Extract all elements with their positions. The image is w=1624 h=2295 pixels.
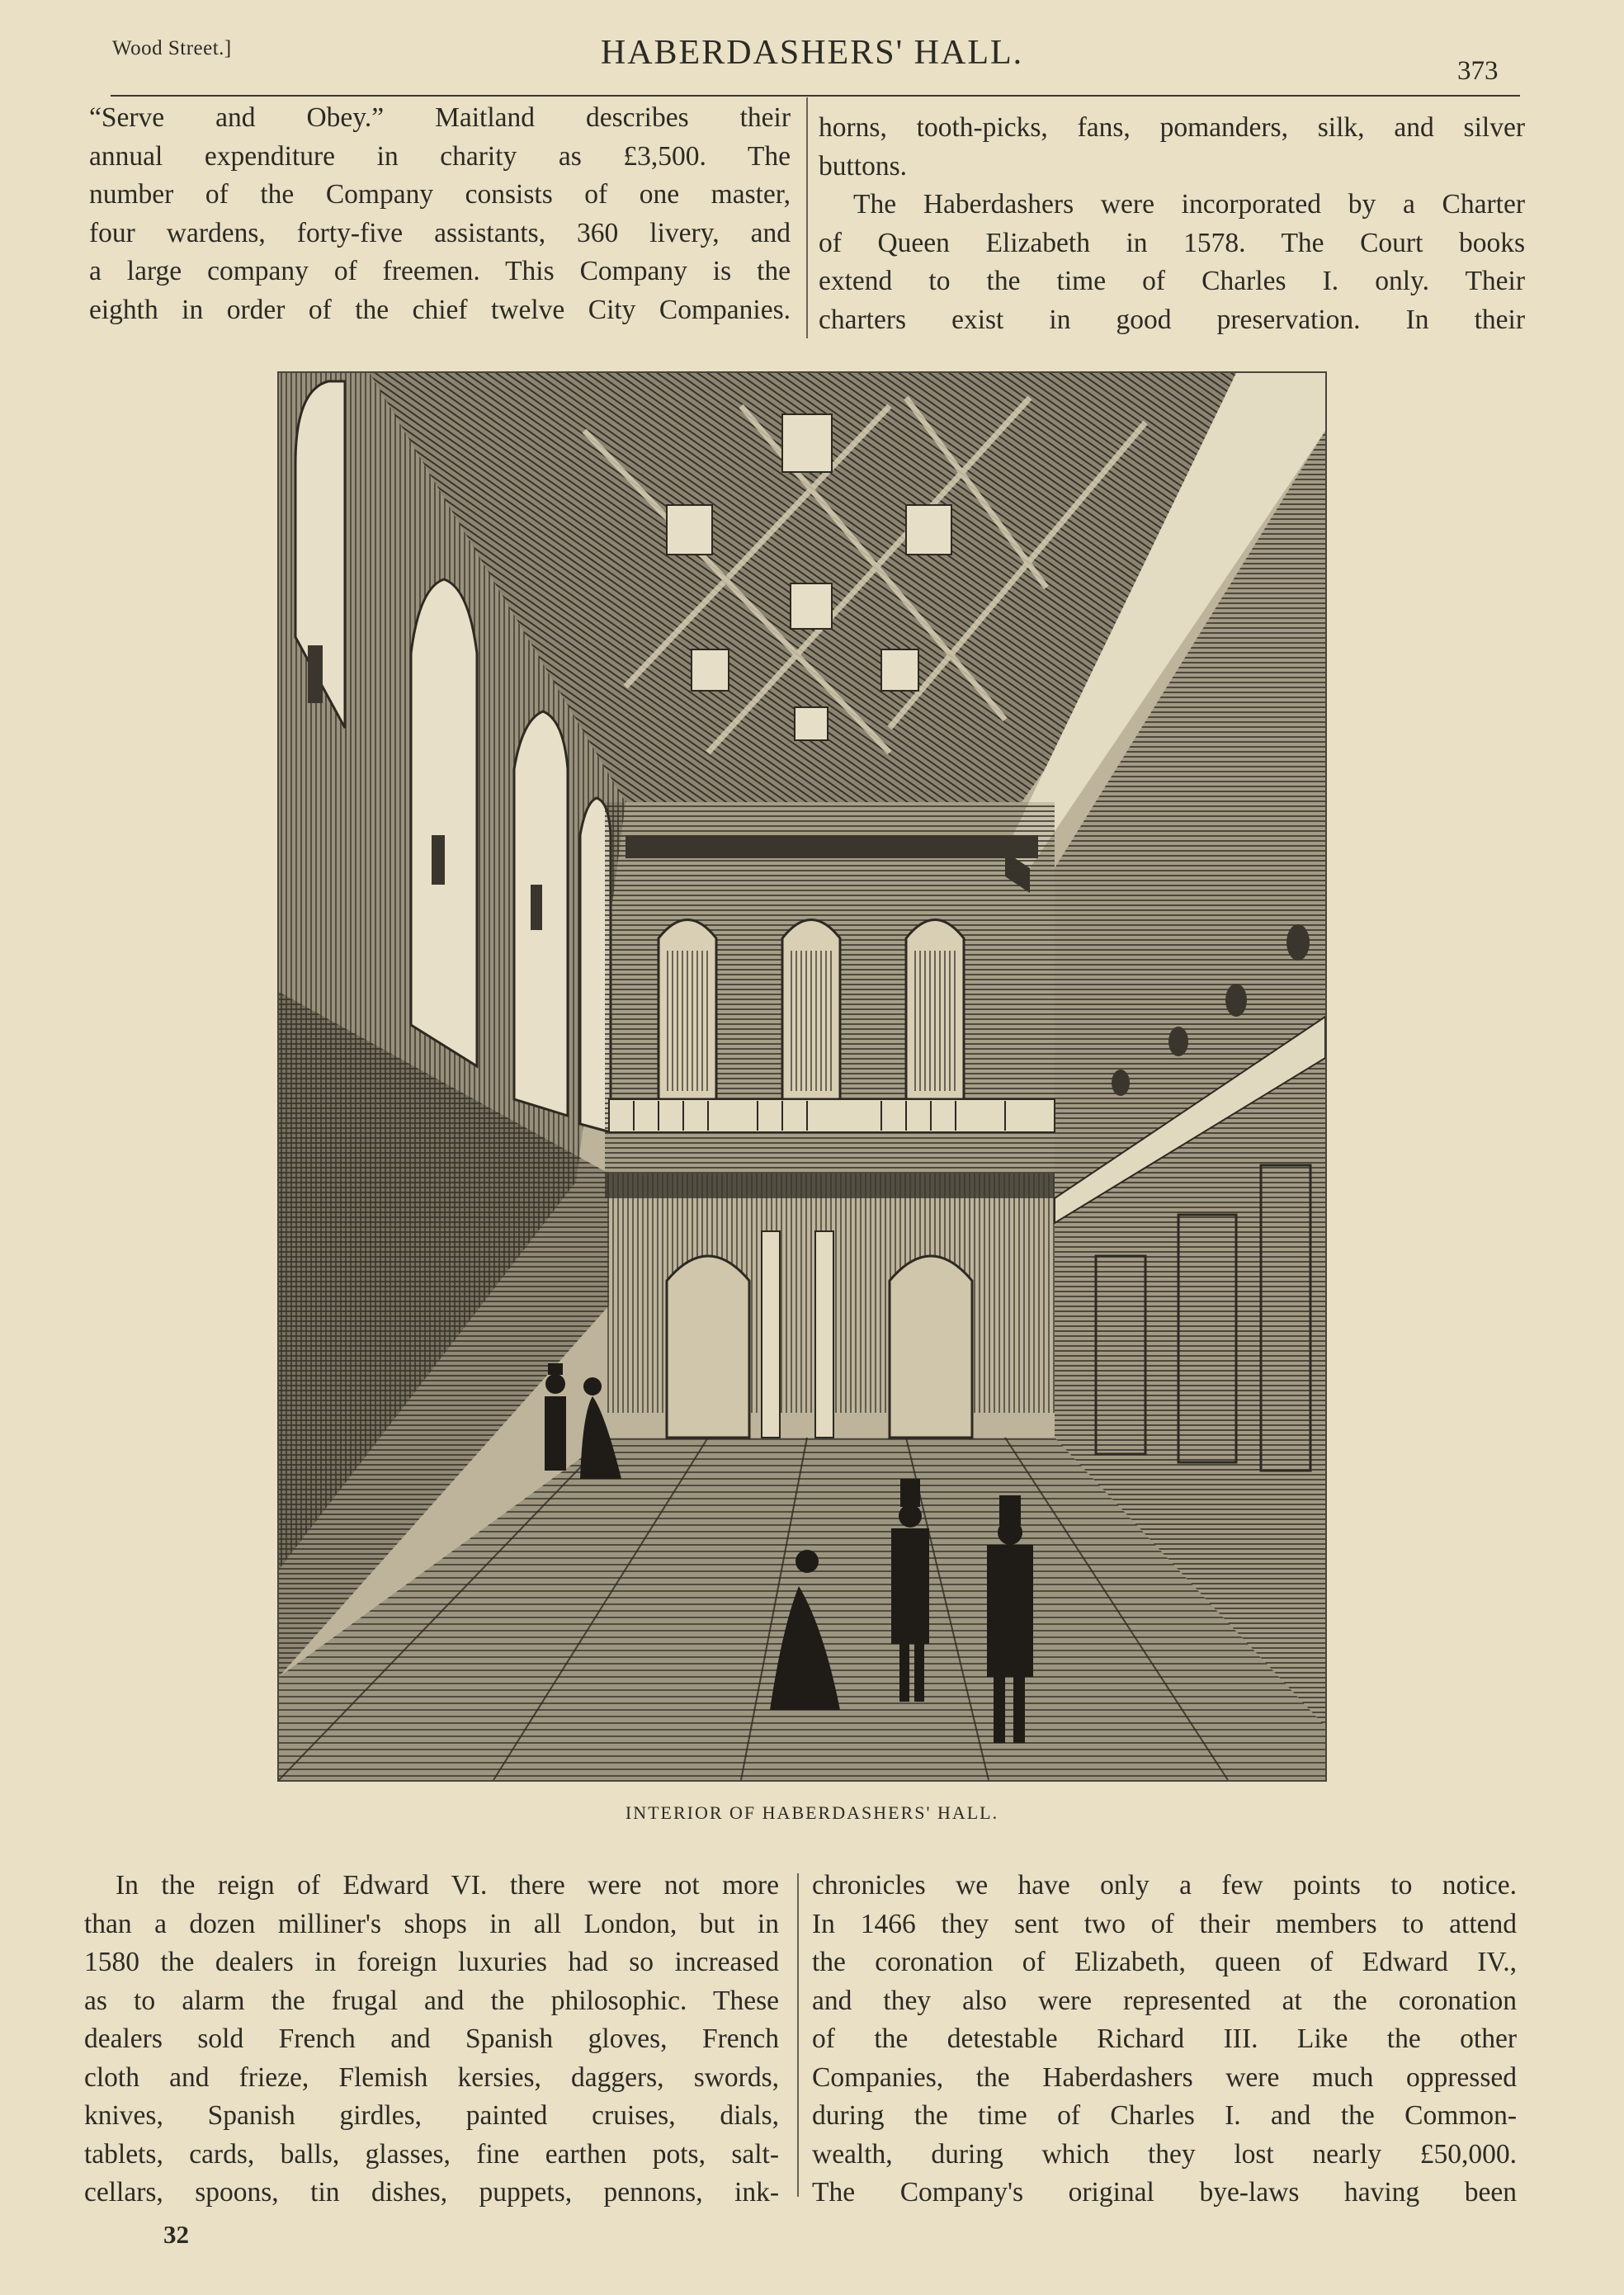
text-line: annual expenditure in charity as £3,500. The [89, 140, 791, 172]
header-rule [111, 95, 1520, 97]
text-line: eighth in order of the chief twelve City Companies. [89, 294, 791, 325]
top-left-paragraph [89, 99, 791, 329]
text-line: horns, tooth-picks, fans, pomanders, silk, and silver [819, 112, 1525, 143]
engraving-image [279, 373, 1325, 1780]
text-line: knives, Spanish girdles, painted cruises, dials, [84, 2100, 779, 2131]
text-line: a large company of freemen. This Company is the [89, 256, 791, 286]
top-left-column [89, 99, 791, 329]
text-line: buttons. [819, 150, 908, 182]
figure-caption: INTERIOR OF HABERDASHERS' HALL. [625, 1802, 999, 1823]
text-line: as to alarm the frugal and the philosophic. These [84, 1985, 779, 2016]
page-number: 373 [1457, 56, 1499, 86]
bottom-right-paragraph [812, 1867, 1517, 2212]
engraving-interior-illustration [277, 371, 1327, 1782]
text-line: The Haberdashers were incorporated by a Charter [853, 189, 1525, 220]
text-line: The Company's original bye-laws having been [812, 2177, 1517, 2208]
text-line: extend to the time of Charles I. only. Their [819, 266, 1525, 296]
text-line: number of the Company consists of one master, [89, 179, 791, 210]
running-head-location: Wood Street.] [112, 37, 232, 59]
text-line: 1580 the dealers in foreign luxuries had so increased [84, 1947, 779, 1977]
text-line: of Queen Elizabeth in 1578. The Court books [819, 227, 1525, 258]
text-line: “Serve and Obey.” Maitland describes their [89, 102, 791, 133]
text-line: In 1466 they sent two of their members to attend [812, 1908, 1517, 1939]
text-line: In the reign of Edward VI. there were not more [116, 1870, 779, 1901]
column-rule-bottom [797, 1873, 799, 2197]
text-line: tablets, cards, balls, glasses, fine earthen pots, salt- [84, 2138, 779, 2170]
top-right-paragraph-1 [819, 109, 1525, 186]
running-head-title: HABERDASHERS' HALL. [600, 34, 1024, 72]
text-line: the coronation of Elizabeth, queen of Edward IV., [812, 1947, 1517, 1977]
bottom-left-column [84, 1867, 779, 2212]
text-line: and they also were represented at the coronation [812, 1985, 1517, 2016]
bottom-right-column [812, 1867, 1517, 2212]
text-line: four wardens, forty-five assistants, 360 livery, and [89, 217, 791, 248]
text-line: Companies, the Haberdashers were much oppressed [812, 2061, 1517, 2093]
text-line: charters exist in good preservation. In their [819, 304, 1525, 335]
text-line: wealth, during which they lost nearly £50,000. [812, 2138, 1517, 2170]
bottom-left-paragraph [84, 1867, 779, 2212]
text-line: of the detestable Richard III. Like the other [812, 2023, 1517, 2054]
text-line: during the time of Charles I. and the Common- [812, 2100, 1517, 2131]
text-line: than a dozen milliner's shops in all London, but in [84, 1908, 779, 1939]
text-line: cloth and frieze, Flemish kersies, daggers, swords, [84, 2061, 779, 2093]
text-line: chronicles we have only a few points to notice. [812, 1870, 1517, 1901]
running-head [0, 0, 1624, 99]
text-line: dealers sold French and Spanish gloves, French [84, 2023, 779, 2054]
text-line: cellars, spoons, tin dishes, puppets, pennons, ink- [84, 2177, 779, 2208]
signature-mark: 32 [163, 2220, 189, 2249]
top-right-paragraph-2 [819, 186, 1525, 339]
top-right-column [819, 109, 1525, 339]
column-rule-top [806, 97, 808, 338]
